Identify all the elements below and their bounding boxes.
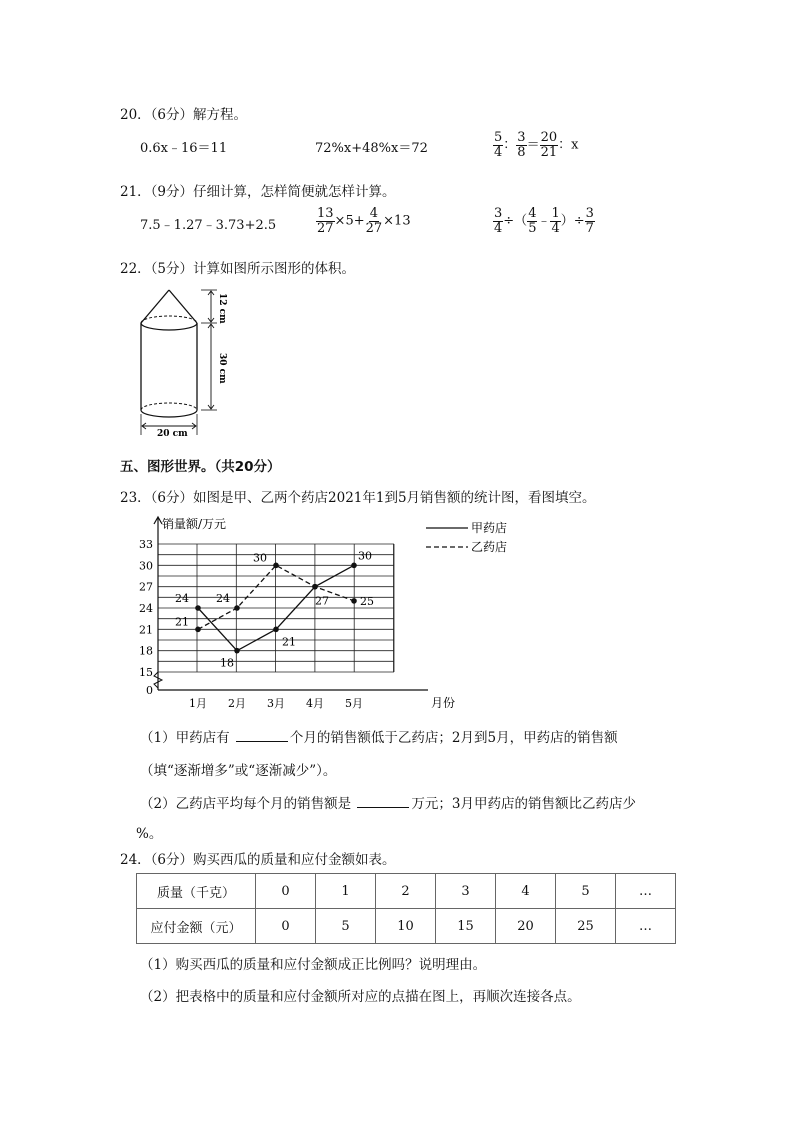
y-tick-label: 27 (139, 580, 153, 594)
x-tick-label: 4月 (306, 697, 324, 710)
x-axis-label: 月份 (431, 696, 456, 710)
data-point (234, 605, 240, 611)
cone-edge-left (141, 290, 169, 323)
q23-part1-line1 (140, 726, 618, 746)
fraction-denominator: 4 (551, 220, 560, 236)
q24-header: 24．（6分）购买西瓜的质量和应付金额如表。 (120, 852, 396, 868)
watermelon-table (136, 873, 676, 944)
data-point (273, 563, 279, 569)
data-label: 25 (360, 594, 374, 608)
x-tick-label: 1月 (189, 697, 207, 710)
data-label: 24 (175, 592, 189, 605)
data-point (273, 627, 279, 633)
table-header-cell: 应付金额（元） (137, 909, 256, 944)
q20-header: 20．（6分）解方程。 (120, 107, 248, 123)
table-cell: 15 (436, 909, 496, 944)
top-ellipse-front (141, 323, 197, 330)
cylinder-cone-figure (125, 283, 235, 443)
chart-series (175, 549, 374, 669)
fraction-denominator: 7 (585, 220, 594, 236)
y-tick-label: 18 (139, 644, 153, 658)
q24-part1: （1）购买西瓜的质量和应付金额成正比例吗？说明理由。 (140, 957, 487, 973)
legend-label: 乙药店 (471, 540, 508, 554)
fraction-denominator: 4 (494, 144, 503, 160)
table-cell: … (616, 874, 676, 909)
y-tick-label: 21 (139, 623, 153, 637)
table-cell: 0 (256, 874, 316, 909)
table-cell: 1 (316, 874, 376, 909)
fraction-numerator: 3 (494, 206, 503, 221)
table-cell: 0 (256, 909, 316, 944)
fraction-denominator: 27 (365, 220, 383, 236)
y-tick-label: 24 (139, 602, 153, 615)
table-cell: 20 (496, 909, 556, 944)
data-label: 27 (315, 594, 329, 608)
table-cell: 3 (436, 874, 496, 909)
fraction-denominator: 5 (528, 220, 537, 236)
answer-blank[interactable] (236, 729, 288, 742)
legend-label: 甲药店 (471, 521, 508, 535)
cone-edge-right (169, 290, 197, 323)
data-point (195, 605, 201, 611)
top-ellipse-back (141, 316, 197, 323)
table-cell: 5 (556, 874, 616, 909)
fraction-denominator: 27 (317, 220, 334, 236)
y-tick-label: 15 (139, 666, 153, 679)
y-tick-label: 30 (139, 559, 153, 573)
fraction-numerator: 4 (369, 206, 379, 221)
data-label: 18 (220, 656, 234, 670)
equation-tail: ：x (558, 137, 579, 153)
q20-equation-1: 0.6x﹣16＝11 (140, 141, 228, 156)
y-tick-label: 0 (146, 684, 153, 697)
y-tick-label: 33 (139, 538, 153, 551)
x-tick-label: 3月 (267, 697, 285, 710)
cone-height-label: 12 cm (217, 293, 227, 324)
diameter-label: 20 cm (157, 429, 188, 439)
data-label: 21 (282, 635, 296, 649)
bottom-ellipse-back (141, 403, 197, 410)
operator: ×5+ (334, 213, 365, 229)
table-cell: 10 (376, 909, 436, 944)
data-point (312, 584, 318, 590)
fraction-numerator: 5 (494, 130, 503, 145)
q21-expression-1: 7.5﹣1.27﹣3.73+2.5 (140, 218, 277, 233)
operator: ﹣ (537, 213, 551, 229)
fraction-denominator: 21 (540, 144, 558, 160)
table-cell: … (616, 909, 676, 944)
table-row (137, 909, 676, 944)
fraction-numerator: 13 (317, 206, 334, 221)
data-label: 30 (253, 551, 267, 565)
q21-expression-2 (316, 207, 411, 235)
table-cell: 25 (556, 909, 616, 944)
chart-legend (426, 520, 507, 554)
q23-part2-text-a: （2）乙药店平均每个月的销售额是 (140, 796, 352, 812)
equals-sign: ＝ (526, 137, 540, 153)
q21-header: 21．（9分）仔细计算，怎样简便就怎样计算。 (120, 184, 396, 200)
x-tick-label: 5月 (345, 697, 363, 710)
table-cell: 2 (376, 874, 436, 909)
operator: ）÷ (560, 213, 585, 229)
fraction-numerator: 20 (540, 130, 558, 145)
q24-part2: （2）把表格中的质量和应付金额所对应的点描在图上，再顺次连接各点。 (140, 989, 581, 1005)
q23-part1-line2: （填“逐渐增多”或“逐渐减少”）。 (140, 763, 337, 779)
fraction-numerator: 4 (528, 206, 537, 221)
fraction-numerator: 3 (517, 130, 526, 145)
data-point (351, 598, 357, 604)
q22-header: 22．（5分）计算如图所示图形的体积。 (120, 261, 356, 277)
data-point (234, 648, 240, 654)
operator: ÷（ (503, 213, 528, 229)
q23-part2-text-b: 万元；3月甲药店的销售额比乙药店少 (411, 796, 636, 812)
colon: ： (503, 137, 517, 153)
table-cell: 5 (316, 909, 376, 944)
fraction-denominator: 8 (517, 144, 526, 160)
cylinder-height-label: 30 cm (217, 353, 227, 384)
sales-line-chart (138, 512, 518, 712)
fraction-numerator: 3 (585, 206, 594, 221)
table-header-cell: 质量（千克） (137, 874, 256, 909)
data-point (195, 627, 201, 633)
data-label: 30 (358, 549, 372, 563)
data-label: 21 (175, 615, 189, 629)
answer-blank[interactable] (357, 795, 409, 808)
table-cell: 4 (496, 874, 556, 909)
section-title: 五、图形世界。（共20分） (120, 459, 281, 475)
table-row (137, 874, 676, 909)
q23-part1-text-b: 个月的销售额低于乙药店；2月到5月，甲药店的销售额 (289, 730, 618, 746)
q23-part2-line1 (140, 792, 636, 812)
q21-expression-3 (493, 207, 595, 235)
data-point (351, 563, 357, 569)
q20-equation-3 (493, 131, 578, 159)
x-tick-label: 2月 (228, 697, 246, 710)
q20-equation-2: 72%x+48%x＝72 (315, 141, 428, 156)
y-axis-label: 销量额/万元 (162, 517, 227, 531)
q23-part1-text-a: （1）甲药店有 (140, 730, 230, 746)
operator: ×13 (383, 213, 411, 229)
data-label: 24 (216, 592, 230, 605)
q23-header: 23．（6分）如图是甲、乙两个药店2021年1到5月销售额的统计图，看图填空。 (120, 490, 596, 506)
bottom-ellipse-front (141, 410, 197, 417)
fraction-numerator: 1 (551, 206, 560, 221)
q23-part2-line2: %。 (136, 826, 163, 842)
y-tick-labels (139, 538, 153, 697)
fraction-denominator: 4 (494, 220, 503, 236)
x-tick-labels (189, 697, 363, 710)
